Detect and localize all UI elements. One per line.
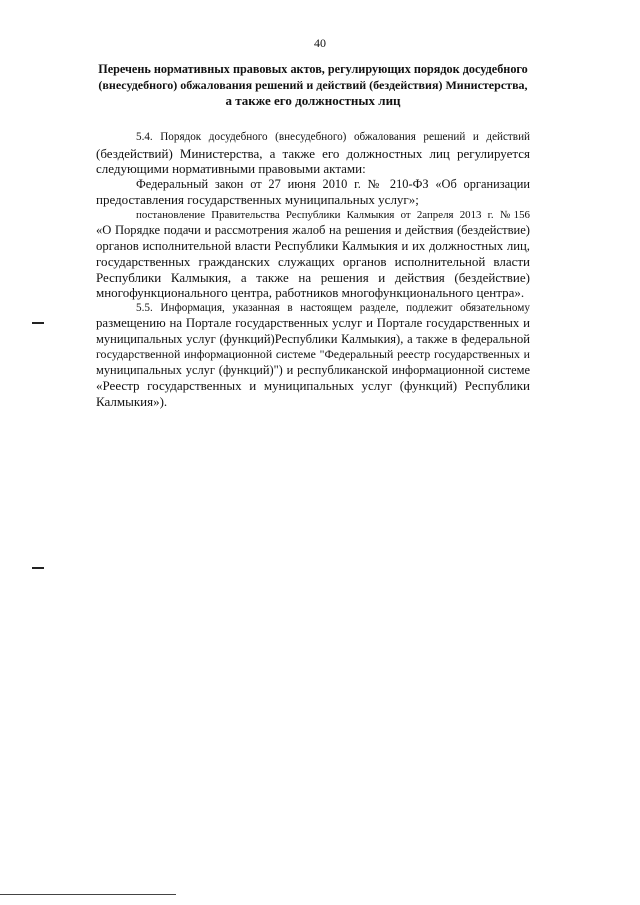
page-number: 40 bbox=[314, 36, 326, 50]
text-line: следующими нормативными правовыми актами: bbox=[96, 161, 366, 176]
text-line: муниципальных услуг (функций)Республики Калмыкия), а также в федеральной bbox=[96, 331, 530, 346]
text-line: 5.4. Порядок досудебного (внесудебного) обжалования решений и действий bbox=[136, 131, 530, 143]
paragraph-5-5 bbox=[96, 301, 530, 410]
paragraph-government-decree bbox=[96, 208, 530, 301]
section-heading bbox=[96, 62, 530, 109]
text-line: «Реестр государственных и муниципальных услуг (функций) Республики bbox=[96, 378, 530, 393]
text-line: многофункционального центра, работников многофункционального центра». bbox=[96, 285, 525, 300]
text-line: органов исполнительной власти Республики Калмыкия и их должностных лиц, bbox=[96, 238, 530, 253]
heading-line: а также его должностных лиц bbox=[225, 93, 401, 108]
text-line: размещению на Портале государственных услуг и Портале государственных и bbox=[96, 316, 530, 330]
footer-rule bbox=[0, 894, 176, 895]
text-line: постановление Правительства Республики Калмыкия от 2апреля 2013 г. №156 bbox=[136, 208, 530, 221]
body-text bbox=[96, 130, 530, 409]
text-line: «О Порядке подачи и рассмотрения жалоб на решения и действия (бездействие) bbox=[96, 223, 530, 237]
text-line: Республики Калмыкия, а также на решения и действия (бездействие) bbox=[96, 269, 530, 285]
paragraph-federal-law bbox=[96, 177, 530, 208]
text-line: государственных гражданских служащих органов исполнительной власти bbox=[96, 254, 530, 269]
text-line: муниципальных услуг (функций)") и республиканской информационной системе bbox=[96, 362, 530, 377]
paragraph-5-4 bbox=[96, 130, 530, 177]
heading-line: Перечень нормативных правовых актов, регулирующих порядок досудебного bbox=[98, 62, 528, 76]
text-line: государственной информационной системе "Федеральный реестр государственных и bbox=[96, 347, 530, 361]
text-line: предоставления государственных муниципальных услуг»; bbox=[96, 192, 419, 207]
text-line: Федеральный закон от 27 июня 2010 г. № 210-ФЗ «Об организации bbox=[136, 176, 530, 191]
margin-mark bbox=[32, 322, 44, 324]
text-line: 5.5. Информация, указанная в настоящем разделе, подлежит обязательному bbox=[136, 301, 530, 314]
text-line: (бездействий) Министерства, а также его должностных лиц регулируется bbox=[96, 145, 530, 161]
text-line: Калмыкия»). bbox=[96, 393, 168, 409]
margin-mark bbox=[32, 567, 44, 569]
heading-line: (внесудебного) обжалования решений и действий (бездействия) Министерства, bbox=[98, 77, 528, 92]
